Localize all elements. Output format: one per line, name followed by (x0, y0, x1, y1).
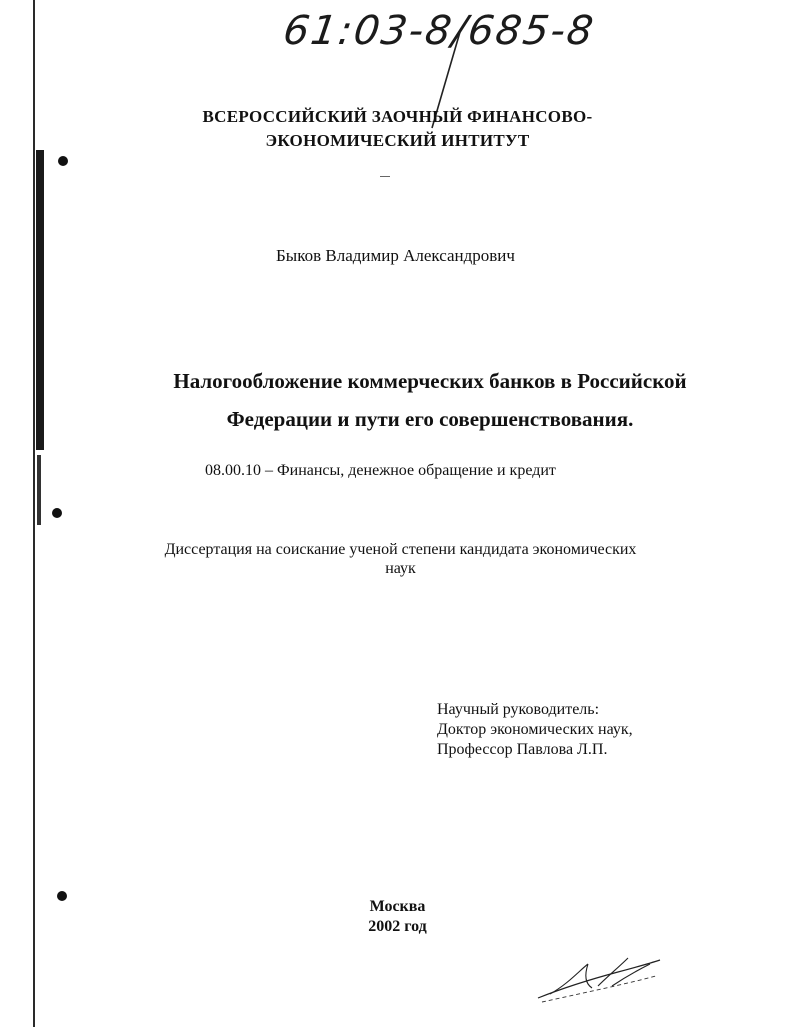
supervisor-label: Научный руководитель: (437, 701, 600, 718)
binding-hole-mark (52, 508, 62, 518)
signature (528, 950, 668, 1010)
institute-name (0, 105, 795, 153)
dissertation-title (140, 362, 720, 438)
title-line-1: Налогообложение коммерческих банков в Российской (173, 369, 687, 393)
scan-edge-shadow (36, 150, 44, 450)
place-and-year (0, 897, 795, 937)
institute-line-1: ВСЕРОССИЙСКИЙ ЗАОЧНЫЙ ФИНАНСОВО- (202, 107, 593, 126)
scan-speck (380, 176, 390, 177)
supervisor-name: Профессор Павлова Л.П. (437, 741, 608, 758)
binding-hole-mark (58, 156, 68, 166)
title-line-2: Федерации и пути его совершенствования. (226, 407, 634, 431)
degree-statement (128, 540, 673, 578)
year: 2002 год (368, 918, 427, 935)
handwritten-catalog-number: 61:03-8/685-8 (280, 8, 598, 54)
supervisor-block (437, 700, 633, 760)
degree-statement-line-2: наук (385, 560, 416, 577)
supervisor-degree: Доктор экономических наук, (437, 721, 633, 738)
author-name (0, 246, 795, 266)
degree-statement-line-1: Диссертация на соискание ученой степени кандидата экономических (164, 541, 637, 558)
institute-line-2: ЭКОНОМИЧЕСКИЙ ИНТИТУТ (265, 131, 530, 150)
city: Москва (369, 898, 426, 915)
scan-edge-shadow-lower (37, 455, 41, 525)
author-name-text: Быков Владимир Александрович (276, 246, 515, 265)
scan-edge-line (33, 0, 35, 1027)
specialty-code: 08.00.10 – Финансы, денежное обращение и кредит (205, 462, 556, 479)
